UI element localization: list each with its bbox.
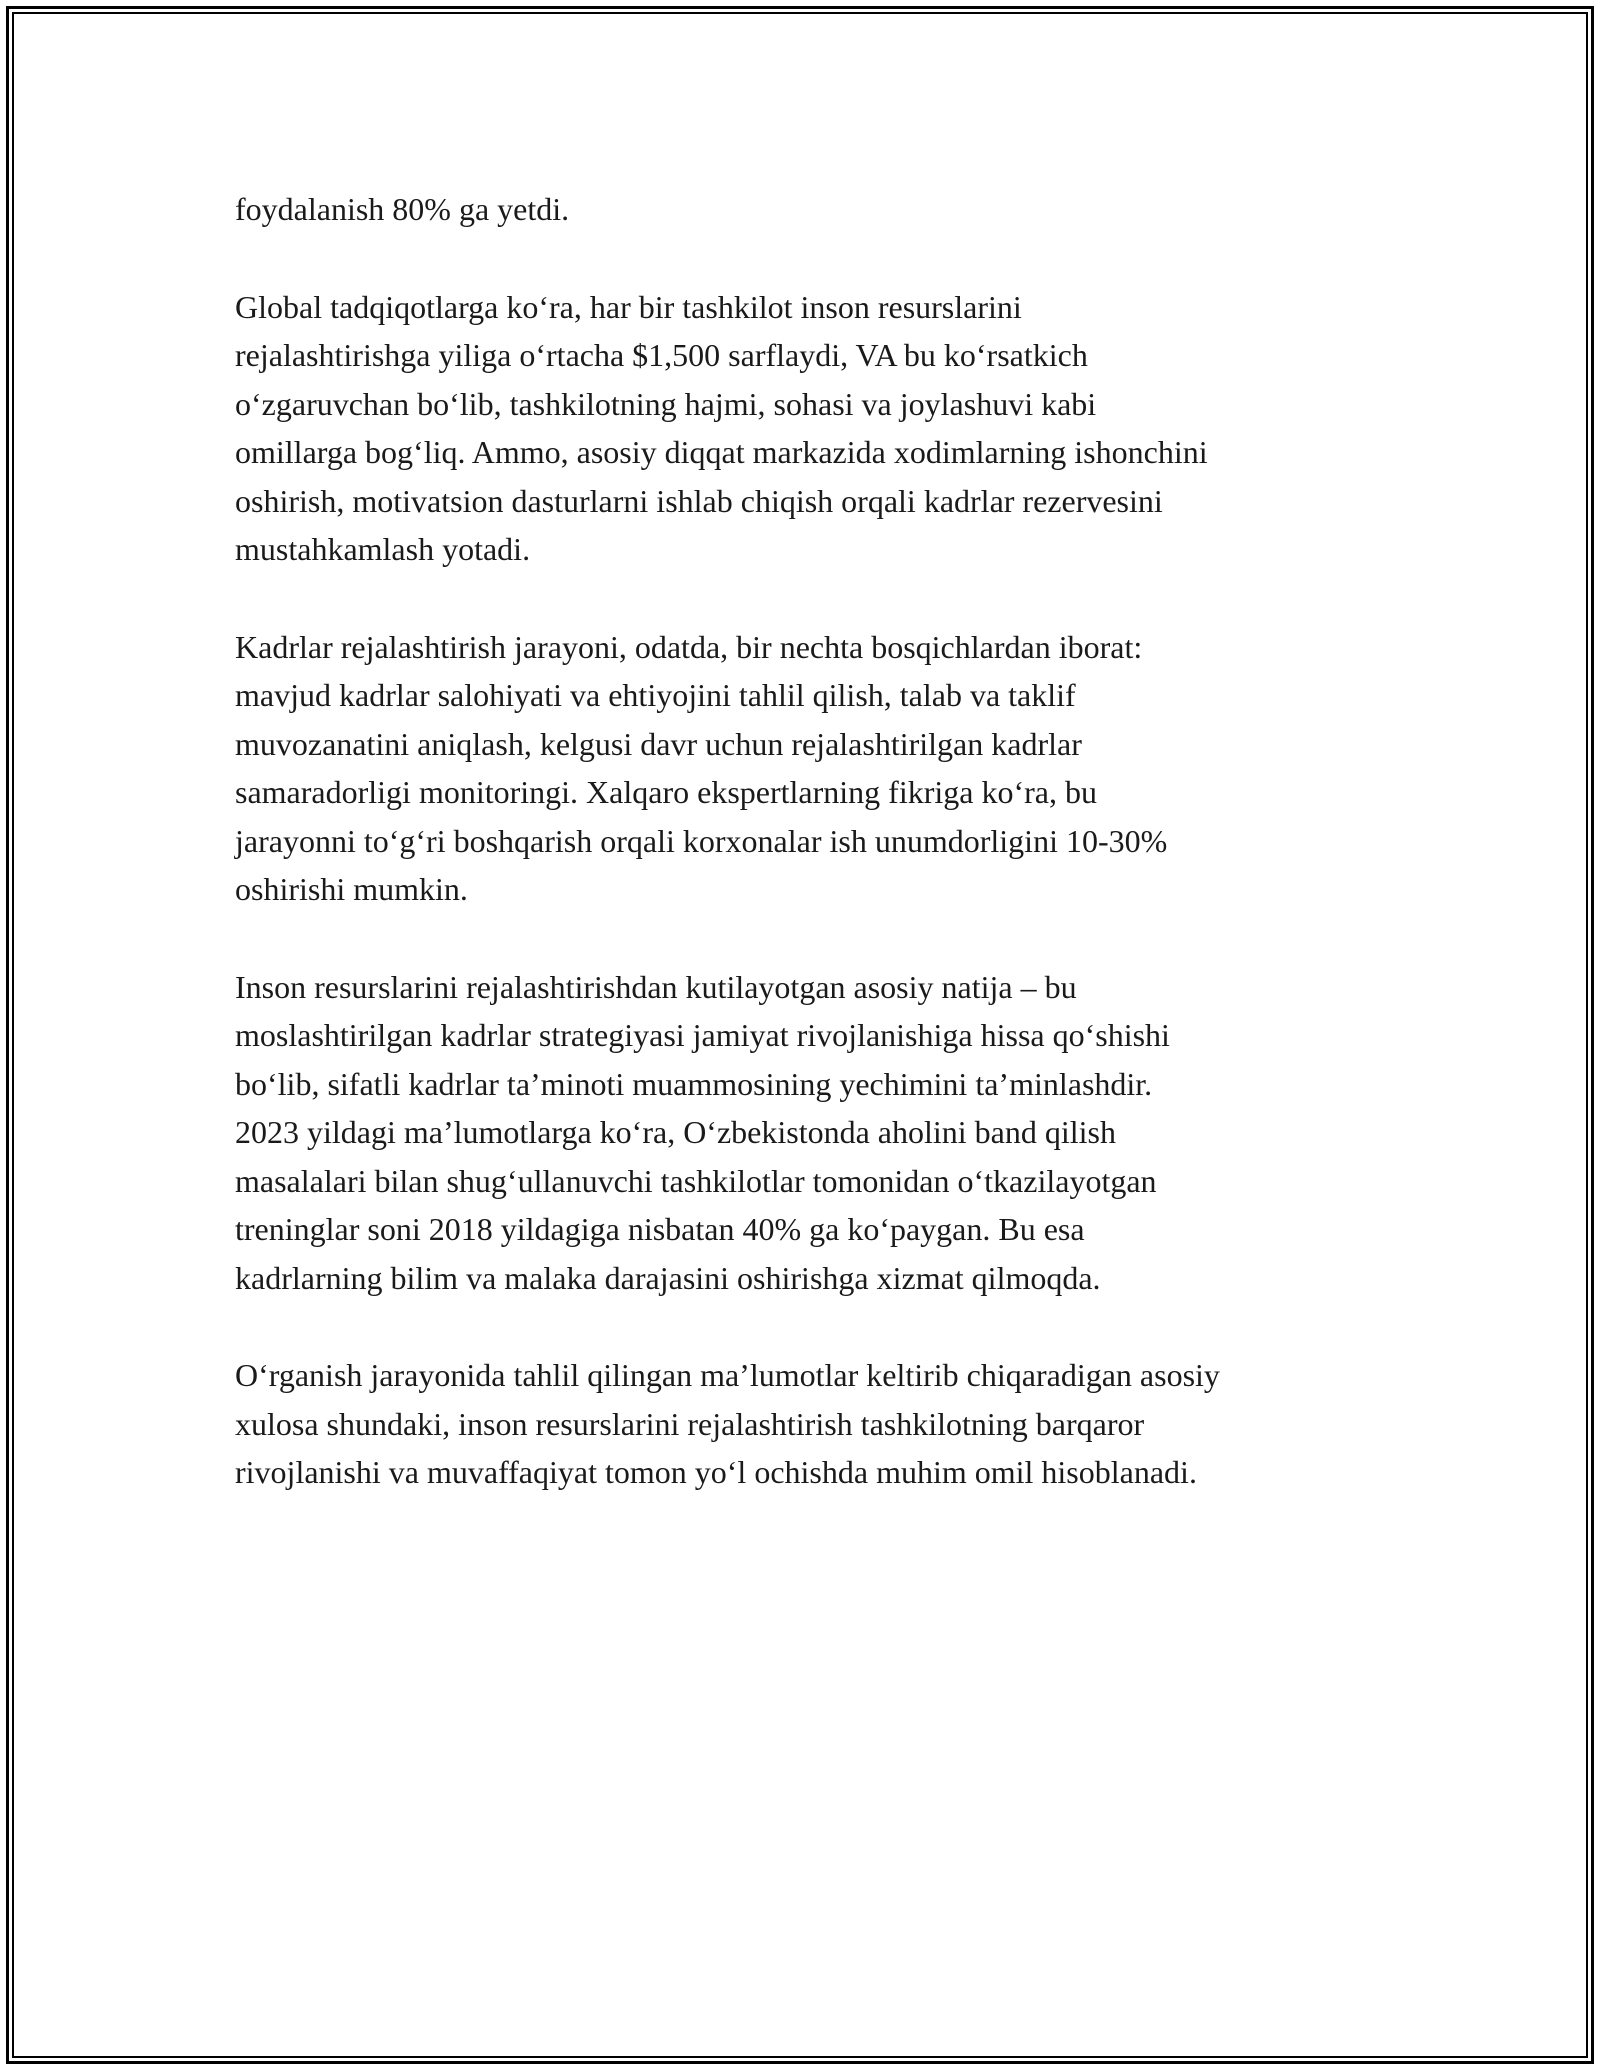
text-line: mavjud kadrlar salohiyati va ehtiyojini tahlil qilish, talab va taklif (235, 677, 1076, 713)
text-line: oshirishi mumkin. (235, 871, 468, 907)
paragraph-3 (235, 623, 1375, 914)
text-line: samaradorligi monitoringi. Xalqaro ekspertlarning fikriga ko‘ra, bu (235, 774, 1097, 810)
paragraph-2 (235, 283, 1375, 574)
text-line: muvozanatini aniqlash, kelgusi davr uchun rejalashtirilgan kadrlar (235, 725, 1082, 762)
text-line: jarayonni to‘g‘ri boshqarish orqali korxonalar ish unumdorligini 10-30% (235, 822, 1168, 859)
text-line: 2023 yildagi ma’lumotlarga ko‘ra, O‘zbekistonda aholini band qilish (235, 1114, 1116, 1150)
document-body (235, 185, 1375, 1497)
text-line: xulosa shundaki, inson resurslarini rejalashtirish tashkilotning barqaror (235, 1405, 1145, 1442)
text-line: oshirish, motivatsion dasturlarni ishlab chiqish orqali kadrlar rezervesini (235, 482, 1163, 519)
text-line: Global tadqiqotlarga ko‘ra, har bir tashkilot inson resurslarini (235, 288, 1022, 325)
text-line: Kadrlar rejalashtirish jarayoni, odatda, bir nechta bosqichlardan iborat: (235, 628, 1143, 665)
text-line: kadrlarning bilim va malaka darajasini oshirishga xizmat qilmoqda. (235, 1259, 1101, 1296)
text-line: foydalanish 80% ga yetdi. (235, 191, 570, 227)
text-line: rivojlanishi va muvaffaqiyat tomon yo‘l ochishda muhim omil hisoblanadi. (235, 1454, 1197, 1490)
text-line: bo‘lib, sifatli kadrlar ta’minoti muammosining yechimini ta’minlashdir. (235, 1065, 1153, 1102)
paragraph-1 (235, 185, 1375, 234)
paragraph-5 (235, 1351, 1375, 1497)
text-line: masalalari bilan shug‘ullanuvchi tashkilotlar tomonidan o‘tkazilayotgan (235, 1162, 1157, 1199)
text-line: omillarga bog‘liq. Ammo, asosiy diqqat markazida xodimlarning ishonchini (235, 434, 1208, 470)
paragraph-4 (235, 963, 1375, 1303)
text-line: moslashtirilgan kadrlar strategiyasi jamiyat rivojlanishiga hissa qo‘shishi (235, 1017, 1170, 1053)
text-line: o‘zgaruvchan bo‘lib, tashkilotning hajmi, sohasi va joylashuvi kabi (235, 385, 1097, 422)
text-line: O‘rganish jarayonida tahlil qilingan ma’lumotlar keltirib chiqaradigan asosiy (235, 1357, 1220, 1393)
text-line: treninglar soni 2018 yildagiga nisbatan 40% ga ko‘paygan. Bu esa (235, 1211, 1085, 1247)
text-line: mustahkamlash yotadi. (235, 531, 531, 567)
text-line: Inson resurslarini rejalashtirishdan kutilayotgan asosiy natija – bu (235, 968, 1077, 1005)
text-line: rejalashtirishga yiliga o‘rtacha $1,500 sarflaydi, VA bu ko‘rsatkich (235, 337, 1088, 373)
